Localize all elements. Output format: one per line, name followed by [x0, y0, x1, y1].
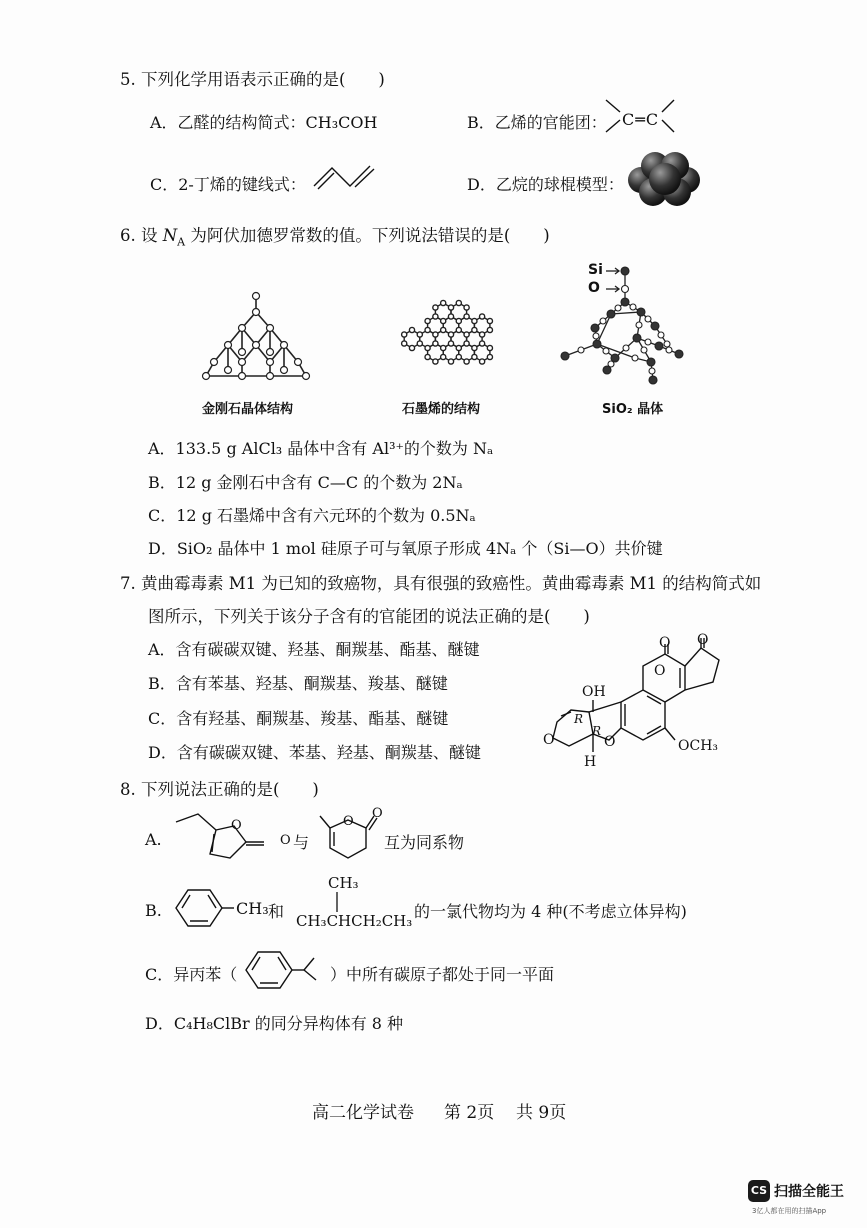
q8b-branch-ch3: CH₃ [328, 874, 359, 892]
graphene-atom [480, 359, 485, 364]
q6-stem [120, 222, 550, 248]
graphene-atom [448, 359, 453, 364]
q6-stem-pre: 6. 设 [120, 226, 163, 245]
graphene-atom [456, 354, 461, 359]
caption-graphene: 石墨烯的结构 [402, 402, 481, 417]
graphene-atom [441, 327, 446, 332]
graphene-atom [472, 354, 477, 359]
watermark-tagline: 3亿人都在用的扫描App [752, 1207, 827, 1215]
q8-option-a-label: A. [145, 830, 162, 849]
graphene-atom [472, 327, 477, 332]
q8b-toluene-ch3: CH₃ [236, 899, 269, 918]
graphene-atom [487, 318, 492, 323]
q6-option-c: C．12 g 石墨烯中含有六元环的个数为 0.5Nₐ [148, 506, 476, 525]
footer-total: 共 9页 [516, 1103, 567, 1123]
footer-page: 第 2页 [444, 1103, 495, 1123]
caption-diamond: 金刚石晶体结构 [202, 402, 294, 417]
graphene-structure-figure [398, 300, 498, 382]
graphene-atom [441, 345, 446, 350]
q6-option-b: B．12 g 金刚石中含有 C—C 的个数为 2Nₐ [148, 473, 463, 492]
graphene-atom [448, 314, 453, 319]
legend-si-label: Si [588, 262, 603, 278]
graphene-atom [472, 345, 477, 350]
graphene-atom [456, 345, 461, 350]
q8-option-c-text: ）中所有碳原子都处于同一平面 [330, 965, 555, 984]
q6-stem-post: 为阿伏加德罗常数的值。下列说法错误的是( ) [185, 226, 550, 245]
q8-option-b-text: 的一氯代物均为 4 种(不考虑立体异构) [414, 902, 687, 921]
q7-option-c: C．含有羟基、酮羰基、羧基、酯基、醚键 [148, 709, 449, 728]
graphene-atom [441, 318, 446, 323]
q6-stem-na-sub: A [177, 235, 186, 249]
q5-option-b: B．乙烯的官能团： [467, 113, 607, 132]
graphene-atom [402, 332, 407, 337]
graphene-atom [480, 332, 485, 337]
graphene-atom [487, 327, 492, 332]
q7-option-d: D．含有碳碳双键、苯基、羟基、酮羰基、醚键 [148, 743, 481, 762]
graphene-atom [472, 318, 477, 323]
aflatoxin-o-lactone: O [654, 663, 666, 679]
graphene-atom [425, 354, 430, 359]
footer-subject: 高二化学试卷 [312, 1103, 414, 1123]
q8a-carbonyl-o-1: O [280, 833, 291, 848]
graphene-atom [433, 314, 438, 319]
aflatoxin-o-dihydrofuran: O [543, 732, 555, 748]
q8a-ring-o-2: O [343, 814, 354, 829]
graphene-atom [402, 341, 407, 346]
q5-option-b-formula: C═C [622, 110, 660, 129]
q5-option-c: C．2-丁烯的键线式： [150, 175, 306, 194]
q8-option-d: D．C₄H₈ClBr 的同分异构体有 8 种 [145, 1014, 404, 1033]
graphene-atom [487, 354, 492, 359]
graphene-atom [487, 345, 492, 350]
q8-option-a-with: 与 [293, 833, 310, 852]
graphene-atom [464, 305, 469, 310]
graphene-atom [480, 314, 485, 319]
aflatoxin-oh-label: OH [582, 684, 606, 700]
graphene-atom [433, 305, 438, 310]
q7-stem-line2: 图所示，下列关于该分子含有的官能团的说法正确的是( ) [148, 607, 590, 626]
q8b-chain: CH₃CHCH₂CH₃ [296, 912, 413, 930]
graphene-atom [409, 327, 414, 332]
q7-stem-line1: 7. 黄曲霉毒素 M1 为已知的致癌物，具有很强的致癌性。黄曲霉毒素 M1 的结构简式如 [120, 574, 762, 593]
sio2-crystal-figure [555, 262, 685, 387]
graphene-atom [417, 332, 422, 337]
graphene-atom [464, 332, 469, 337]
graphene-atom [456, 327, 461, 332]
q8b-branch-bond [334, 890, 340, 914]
q6-option-a: A．133.5 g AlCl₃ 晶体中含有 Al³⁺的个数为 Nₐ [148, 439, 494, 458]
q5-option-d: D．乙烷的球棍模型： [467, 175, 624, 194]
aflatoxin-h-label: H [584, 754, 597, 770]
aflatoxin-r-label-2: R [592, 724, 602, 738]
graphene-atom [456, 318, 461, 323]
graphene-atom [441, 300, 446, 305]
graphene-atom [409, 345, 414, 350]
q5-option-a: A．乙醛的结构简式：CH₃COH [150, 113, 378, 132]
graphene-atom [464, 341, 469, 346]
q6-option-d: D．SiO₂ 晶体中 1 mol 硅原子可与氧原子形成 4Nₐ 个（Si—O）共价键 [148, 539, 663, 558]
graphene-atom [448, 305, 453, 310]
graphene-atom [464, 359, 469, 364]
legend-o-label: O [588, 280, 600, 296]
q7-option-b: B．含有苯基、羟基、酮羰基、羧基、醚键 [148, 674, 448, 693]
graphene-atom [425, 345, 430, 350]
graphene-atom [448, 341, 453, 346]
q7-option-a: A．含有碳碳双键、羟基、酮羰基、酯基、醚键 [148, 640, 480, 659]
q8-option-c-pre: C．异丙苯（ [145, 965, 238, 984]
diamond-crystal-structure-figure [200, 290, 315, 385]
q8a-ring-o-1: O [231, 818, 242, 833]
q6-stem-na: N [162, 226, 178, 245]
camscanner-logo-icon: CS [748, 1180, 770, 1202]
q8a-ethyl-furanone-structure [172, 808, 292, 864]
graphene-atom [448, 332, 453, 337]
q5-stem: 5. 下列化学用语表示正确的是( ) [120, 70, 385, 89]
graphene-atom [441, 354, 446, 359]
q8a-carbonyl-o-2: O [372, 806, 383, 821]
aflatoxin-r-label-1: R [574, 712, 584, 726]
q8-option-a-text: 互为同系物 [384, 833, 465, 852]
graphene-atom [433, 341, 438, 346]
graphene-atom [464, 314, 469, 319]
graphene-atom [433, 359, 438, 364]
aflatoxin-o-furan: O [604, 734, 616, 750]
q8c-cumene-structure [238, 946, 328, 996]
q8-stem: 8. 下列说法正确的是( ) [120, 780, 319, 799]
ethane-space-filling-model [625, 150, 705, 208]
aflatoxin-o-carbonyl1: O [659, 635, 671, 651]
q8-option-b-label: B. [145, 901, 162, 920]
aflatoxin-och3-label: OCH₃ [678, 738, 719, 754]
graphene-atom [480, 341, 485, 346]
2-butene-skeletal-formula [310, 160, 380, 192]
graphene-atom [425, 327, 430, 332]
graphene-atom [425, 318, 430, 323]
graphene-atom [417, 341, 422, 346]
graphene-atom [456, 300, 461, 305]
caption-sio2: SiO₂ 晶体 [602, 402, 664, 417]
aflatoxin-o-carbonyl2: O [697, 632, 709, 648]
graphene-atom [433, 332, 438, 337]
watermark-app-name: 扫描全能王 [774, 1184, 844, 1200]
q8-option-b-and: 和 [268, 902, 285, 921]
